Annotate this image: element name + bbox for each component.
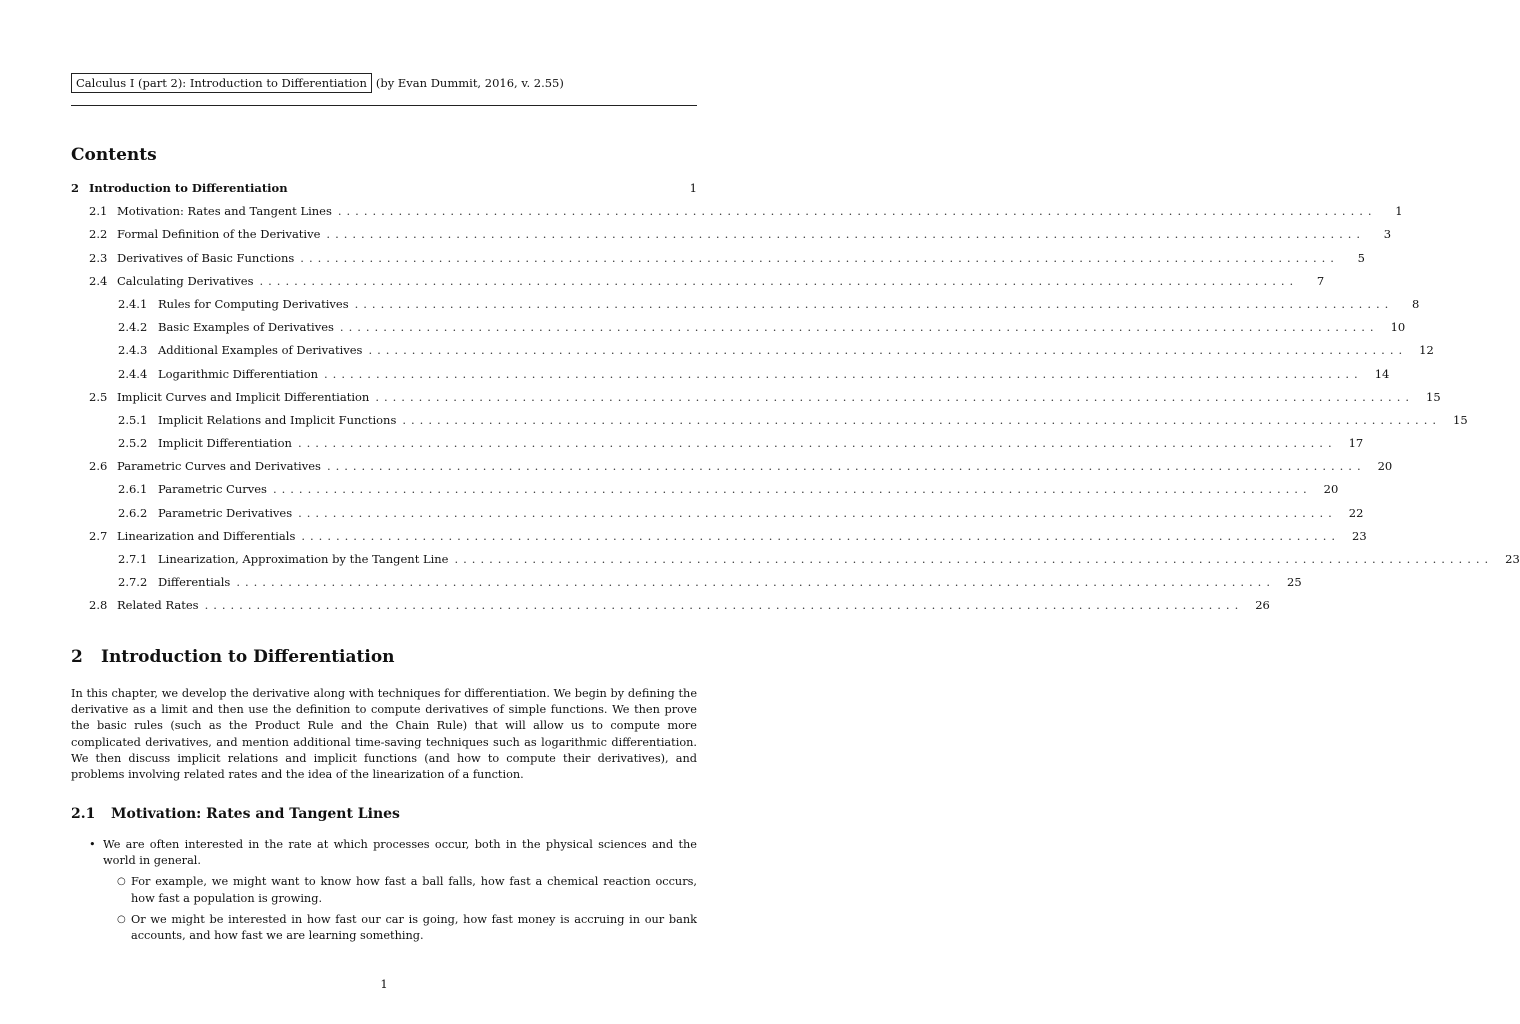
sub-bullet-text: Or we might be interested in how fast our car is going, how fast money is accruing in our bank accounts, and how fast we are learning something. (131, 912, 697, 943)
toc-entry[interactable] (71, 598, 1270, 621)
toc-entry[interactable] (71, 528, 1367, 552)
header-author: (by Evan Dummit, 2016, v. 2.55) (375, 76, 564, 90)
running-header (71, 73, 564, 93)
toc-entry-page: 22 (1348, 505, 1364, 520)
sub-bullet-text: For example, we might want to know how fast a ball falls, how fast a chemical reaction occurs, how fast a population is growing. (131, 875, 697, 905)
toc-entry[interactable] (71, 575, 1302, 598)
toc-entry-title: Rules for Computing Derivatives (158, 296, 349, 311)
toc-entry-number: 2.4.4 (118, 366, 148, 381)
bullet-text: We are often interested in the rate at which processes occur, both in the physical sciences and the world in general. (103, 838, 697, 868)
toc-leader-dots: ........................................................................................................................ (236, 575, 1275, 590)
toc-entry-page: 7 (1316, 273, 1325, 288)
header-title-box: Calculus I (part 2): Introduction to Differentiation (71, 73, 372, 93)
toc-entry[interactable] (71, 412, 1468, 436)
toc-entry-number: 2.3 (89, 250, 108, 265)
subsection-title: Motivation: Rates and Tangent Lines (111, 806, 400, 822)
toc-entry-page: 26 (1255, 598, 1270, 613)
toc-entry-title: Basic Examples of Derivatives (158, 320, 334, 335)
toc-entry-number: 2.7.2 (118, 575, 148, 590)
toc-entry[interactable] (71, 296, 1420, 320)
table-of-contents (71, 181, 1520, 622)
section-title: Introduction to Differentiation (101, 647, 395, 667)
toc-entry-title: Parametric Curves and Derivatives (117, 459, 321, 474)
toc-entry-number: 2.4.2 (118, 320, 148, 335)
sub-bullet-item (71, 874, 697, 906)
toc-entry-page: 20 (1377, 459, 1393, 474)
toc-leader-dots: ........................................................................................................................ (326, 227, 1366, 242)
toc-entry-page: 15 (1426, 389, 1441, 404)
toc-leader-dots: ........................................................................................................................ (301, 528, 1341, 543)
toc-leader-dots: ........................................................................................................................ (300, 250, 1339, 265)
toc-entry-number: 2 (71, 181, 80, 195)
toc-leader-dots: ........................................................................................................................ (259, 273, 1299, 288)
section-heading (71, 647, 395, 667)
toc-leader-dots: ........................................................................................................................ (337, 204, 1377, 219)
toc-entry-page: 1 (1395, 204, 1403, 219)
toc-entry[interactable] (71, 389, 1441, 413)
toc-leader-dots: ........................................................................................................................ (326, 459, 1366, 474)
toc-entry-number: 2.6.1 (118, 482, 148, 497)
toc-entry-number: 2.1 (89, 204, 108, 219)
toc-entry-title: Implicit Relations and Implicit Functions (158, 412, 397, 427)
toc-entry[interactable] (71, 482, 1339, 505)
toc-entry-page: 23 (1352, 528, 1367, 543)
toc-entry-title: Motivation: Rates and Tangent Lines (117, 204, 332, 219)
toc-entry[interactable] (71, 436, 1364, 459)
toc-entry-title: Additional Examples of Derivatives (158, 343, 363, 358)
toc-leader-dots: ........................................................................................................................ (272, 482, 1312, 497)
contents-heading: Contents (71, 145, 157, 165)
toc-leader-dots: ........................................................................................................................ (402, 412, 1442, 427)
toc-leader-dots: ........................................................................................................................ (375, 389, 1415, 404)
toc-entry-number: 2.4 (89, 273, 108, 288)
toc-entry-page: 14 (1374, 366, 1390, 381)
toc-entry-number: 2.6.2 (118, 505, 148, 520)
toc-entry-title: Formal Definition of the Derivative (117, 227, 321, 242)
page-number: 1 (380, 977, 388, 991)
toc-entry[interactable] (71, 273, 1325, 297)
section-intro-paragraph: In this chapter, we develop the derivative along with techniques for differentiation. We begin by defining the derivative as a limit and then use the definition to compute derivatives of simple functions. We then prove the basic rules (such as the Product Rule and the Chain Rule) that will allow us to compute more complicated derivatives, and mention additional time-saving techniques such as logarithmic differentiation. We then discuss implicit relations and implicit functions (and how to compute their derivatives), and problems involving related rates and the idea of the linearization of a function. (71, 687, 697, 782)
toc-entry-page: 5 (1357, 250, 1365, 265)
toc-entry-title: Introduction to Differentiation (89, 181, 288, 195)
toc-entry-page: 15 (1453, 412, 1468, 427)
toc-entry[interactable] (71, 181, 697, 204)
toc-entry-page: 23 (1505, 552, 1520, 566)
toc-entry-title: Logarithmic Differentiation (158, 366, 319, 381)
toc-entry[interactable] (71, 459, 1393, 482)
bullet-list (71, 837, 697, 944)
toc-entry-title: Calculating Derivatives (117, 273, 254, 288)
toc-entry-number: 2.2 (89, 227, 108, 242)
toc-leader-dots: ........................................................................................................................ (454, 552, 1494, 566)
toc-entry-page: 25 (1287, 575, 1302, 590)
subsection-heading (71, 806, 400, 822)
toc-entry-page: 17 (1348, 436, 1364, 451)
bullet-item (71, 837, 697, 869)
toc-entry-title: Linearization and Differentials (117, 528, 296, 543)
sub-bullet-marker: ○ (117, 913, 126, 925)
toc-leader-dots: ........................................................................................................................ (324, 366, 1363, 381)
toc-entry-number: 2.7.1 (118, 552, 148, 566)
section-number: 2 (71, 647, 83, 667)
toc-entry[interactable] (71, 250, 1365, 274)
toc-entry-number: 2.7 (89, 528, 108, 543)
subsection-number: 2.1 (71, 806, 96, 822)
toc-entry-number: 2.6 (89, 459, 108, 474)
toc-entry-title: Differentials (158, 575, 231, 590)
toc-leader-dots: ........................................................................................................................ (298, 505, 1337, 520)
toc-entry[interactable] (71, 227, 1392, 250)
toc-leader-dots: ........................................................................................................................ (297, 436, 1337, 451)
toc-entry-page: 10 (1390, 320, 1406, 335)
toc-entry-title: Derivatives of Basic Functions (117, 250, 295, 265)
toc-entry[interactable] (71, 204, 1403, 227)
header-rule (71, 105, 697, 106)
sub-bullet-marker: ○ (117, 876, 126, 888)
toc-entry-page: 8 (1411, 296, 1420, 311)
toc-entry-title: Linearization, Approximation by the Tangent Line (158, 552, 449, 566)
toc-entry-number: 2.5.2 (118, 436, 148, 451)
toc-leader-dots: ........................................................................................................................ (204, 598, 1244, 613)
toc-entry-title: Related Rates (117, 598, 199, 613)
toc-entry[interactable] (71, 505, 1364, 529)
toc-entry-title: Parametric Derivatives (158, 505, 293, 520)
toc-leader-dots: ........................................................................................................................ (368, 343, 1408, 358)
toc-entry-page: 1 (689, 181, 697, 195)
toc-entry[interactable] (71, 320, 1406, 343)
toc-entry-number: 2.5 (89, 389, 108, 404)
toc-entry-title: Implicit Curves and Implicit Differentiation (117, 389, 370, 404)
bullet-marker: • (89, 838, 96, 851)
toc-entry-page: 3 (1383, 227, 1392, 242)
toc-entry-title: Implicit Differentiation (158, 436, 292, 451)
toc-entry-page: 12 (1419, 343, 1434, 358)
toc-entry[interactable] (71, 552, 1520, 575)
toc-entry-number: 2.4.3 (118, 343, 148, 358)
toc-entry-page: 20 (1323, 482, 1339, 497)
toc-entry[interactable] (71, 366, 1390, 390)
toc-entry-title: Parametric Curves (158, 482, 267, 497)
toc-leader-dots: ........................................................................................................................ (339, 320, 1379, 335)
toc-entry-number: 2.8 (89, 598, 108, 613)
toc-entry-number: 2.5.1 (118, 412, 148, 427)
toc-entry-number: 2.4.1 (118, 296, 148, 311)
sub-bullet-item (71, 912, 697, 944)
toc-entry[interactable] (71, 343, 1434, 366)
toc-leader-dots: ........................................................................................................................ (354, 296, 1394, 311)
